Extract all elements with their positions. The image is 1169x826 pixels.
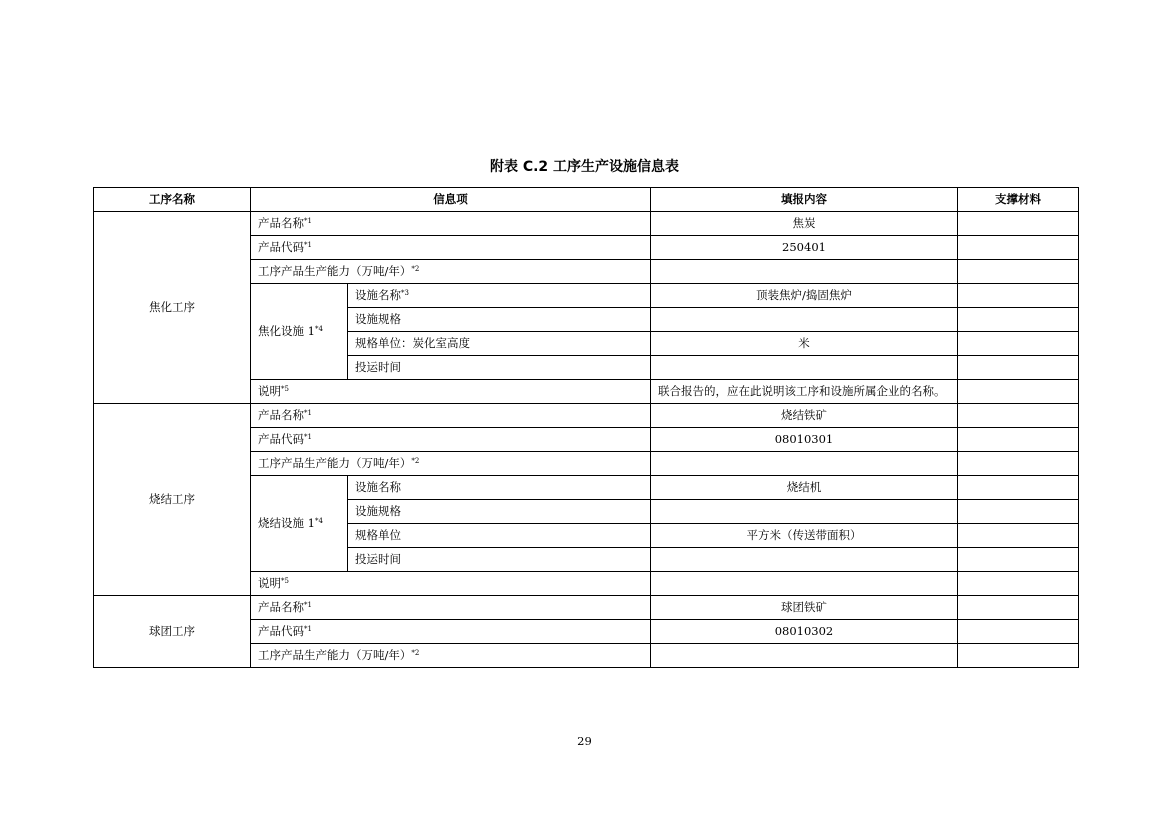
support-material-cell — [958, 620, 1079, 644]
note-label: 说明$^{*5}$ — [251, 380, 651, 404]
fill-content-cell: 250401 — [651, 236, 958, 260]
facility-group-label: 焦化设施 1$^{*4}$ — [251, 284, 348, 380]
facility-item-label: 设施规格 — [348, 500, 651, 524]
info-item-label: 产品代码$^{*1}$ — [251, 428, 651, 452]
fill-content-cell — [651, 356, 958, 380]
table-row — [94, 212, 1079, 236]
support-material-cell — [958, 236, 1079, 260]
fill-content-cell: 米 — [651, 332, 958, 356]
fill-content-cell — [651, 308, 958, 332]
fill-content-cell: 球团铁矿 — [651, 596, 958, 620]
table-title: 附表 C.2 工序生产设施信息表 — [489, 159, 680, 175]
support-material-cell — [958, 452, 1079, 476]
note-content-cell — [651, 572, 958, 596]
process-name-sintering: 烧结工序 — [94, 404, 251, 596]
header-supporting-material: 支撑材料 — [958, 188, 1079, 212]
info-item-label: 产品名称$^{*1}$ — [251, 212, 651, 236]
support-material-cell — [958, 500, 1079, 524]
fill-content-cell: 烧结铁矿 — [651, 404, 958, 428]
support-material-cell — [958, 380, 1079, 404]
table-row — [94, 404, 1079, 428]
support-material-cell — [958, 428, 1079, 452]
facility-item-label: 规格单位：炭化室高度 — [348, 332, 651, 356]
support-material-cell — [958, 356, 1079, 380]
support-material-cell — [958, 572, 1079, 596]
fill-content-cell — [651, 260, 958, 284]
facility-group-label: 烧结设施 1$^{*4}$ — [251, 476, 348, 572]
page-number: 29 — [577, 734, 592, 748]
support-material-cell — [958, 644, 1079, 668]
info-item-label: 工序产品生产能力（万吨/年）$^{*2}$ — [251, 260, 651, 284]
fill-content-cell: 顶装焦炉/捣固焦炉 — [651, 284, 958, 308]
info-item-label: 产品名称$^{*1}$ — [251, 404, 651, 428]
support-material-cell — [958, 476, 1079, 500]
process-name-pelletizing: 球团工序 — [94, 596, 251, 668]
support-material-cell — [958, 284, 1079, 308]
fill-content-cell: 焦炭 — [651, 212, 958, 236]
fill-content-cell — [651, 452, 958, 476]
info-item-label: 产品名称$^{*1}$ — [251, 596, 651, 620]
facility-item-label: 投运时间 — [348, 356, 651, 380]
fill-content-cell — [651, 500, 958, 524]
support-material-cell — [958, 404, 1079, 428]
facility-item-label: 规格单位 — [348, 524, 651, 548]
fill-content-cell: 08010302 — [651, 620, 958, 644]
header-row — [94, 188, 1079, 212]
header-process-name: 工序名称 — [94, 188, 251, 212]
support-material-cell — [958, 332, 1079, 356]
support-material-cell — [958, 308, 1079, 332]
facility-item-label: 设施名称 — [348, 476, 651, 500]
info-item-label: 工序产品生产能力（万吨/年）$^{*2}$ — [251, 452, 651, 476]
process-name-coking: 焦化工序 — [94, 212, 251, 404]
info-item-label: 产品代码$^{*1}$ — [251, 236, 651, 260]
support-material-cell — [958, 260, 1079, 284]
fill-content-cell: 烧结机 — [651, 476, 958, 500]
support-material-cell — [958, 524, 1079, 548]
support-material-cell — [958, 212, 1079, 236]
header-info-item: 信息项 — [251, 188, 651, 212]
fill-content-cell: 平方米（传送带面积） — [651, 524, 958, 548]
fill-content-cell — [651, 548, 958, 572]
facility-info-table — [93, 187, 1079, 668]
note-content-cell: 联合报告的，应在此说明该工序和设施所属企业的名称。 — [651, 380, 958, 404]
header-fill-content: 填报内容 — [651, 188, 958, 212]
info-item-label: 工序产品生产能力（万吨/年）$^{*2}$ — [251, 644, 651, 668]
note-label: 说明$^{*5}$ — [251, 572, 651, 596]
facility-item-label: 设施名称$^{*3}$ — [348, 284, 651, 308]
support-material-cell — [958, 548, 1079, 572]
fill-content-cell: 08010301 — [651, 428, 958, 452]
fill-content-cell — [651, 644, 958, 668]
facility-item-label: 设施规格 — [348, 308, 651, 332]
facility-item-label: 投运时间 — [348, 548, 651, 572]
support-material-cell — [958, 596, 1079, 620]
info-item-label: 产品代码$^{*1}$ — [251, 620, 651, 644]
table-row — [94, 596, 1079, 620]
